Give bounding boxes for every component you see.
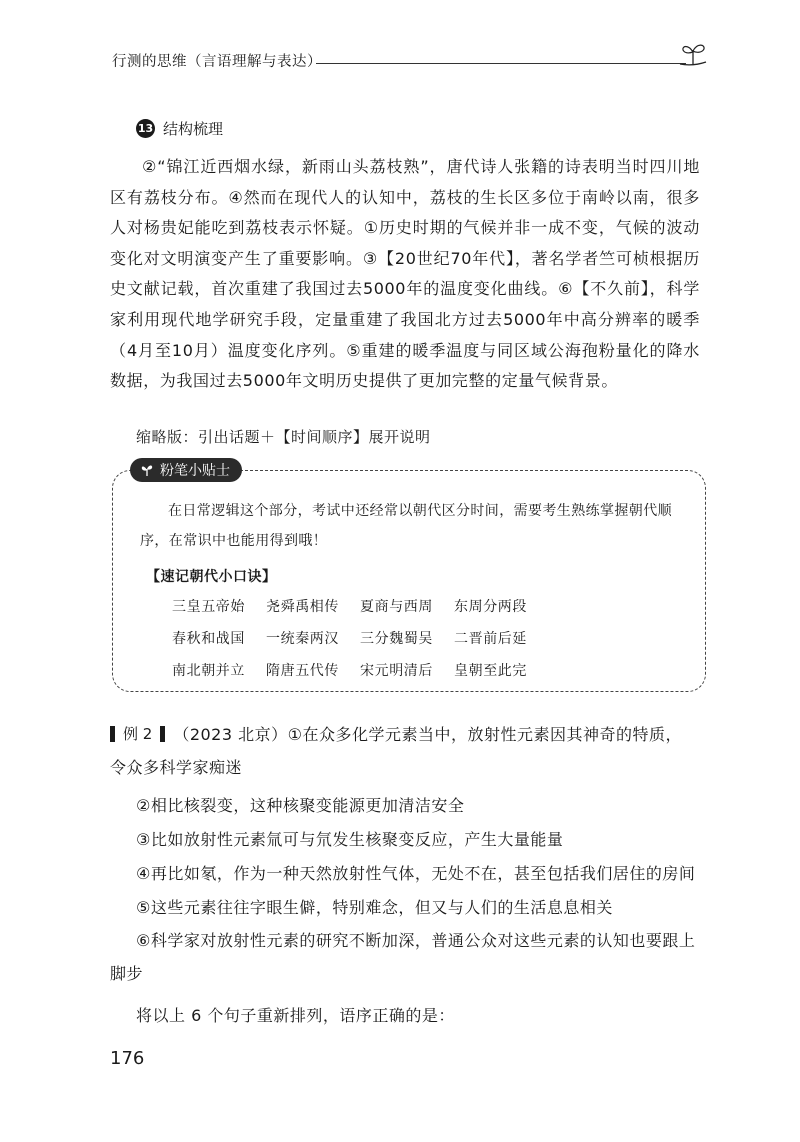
tip-subtitle: 【速记朝代小口诀】 — [146, 569, 277, 585]
tip-text: 在日常逻辑这个部分，考试中还经常以朝代区分时间，需要考生熟练掌握朝代顺序，在常识中也能用得到哦！ — [140, 503, 672, 549]
mnemonic-item: 宋元明清后 — [360, 663, 433, 679]
mnemonic-row — [172, 628, 548, 648]
question-tail: 令众多科学家痴迷 — [110, 758, 243, 777]
sentence-option: ②相比核裂变，这种核聚变能源更加清洁安全 — [136, 796, 465, 815]
mnemonic-item: 南北朝并立 — [172, 663, 245, 679]
sprout-icon — [676, 40, 710, 70]
mnemonic-item: 三皇五帝始 — [172, 599, 245, 615]
mnemonic-row — [172, 660, 548, 680]
tip-tab-label: 粉笔小贴士 — [160, 463, 230, 479]
mnemonic-row — [172, 596, 548, 616]
sentence-option: ③比如放射性元素氚可与氘发生核聚变反应，产生大量能量 — [136, 830, 564, 849]
page-number: 176 — [110, 1048, 145, 1069]
mnemonic-item: 二晋前后延 — [454, 631, 527, 647]
question-head: （2023 北京）①在众多化学元素当中，放射性元素因其神奇的特质， — [173, 725, 682, 744]
sprout-icon — [140, 463, 154, 477]
example-question — [110, 722, 682, 745]
running-header-title: 行测的思维（言语理解与表达） — [112, 54, 322, 70]
mnemonic-item: 尧舜禹相传 — [266, 599, 339, 615]
label-bar-left — [110, 726, 115, 742]
header-rule — [316, 63, 686, 64]
section-heading — [136, 118, 223, 139]
mnemonic-item: 三分魏蜀吴 — [360, 631, 433, 647]
mnemonic-item: 春秋和战国 — [172, 631, 245, 647]
mnemonic-item: 皇朝至此完 — [454, 663, 527, 679]
analysis-paragraph: ②“锦江近西烟水绿，新雨山头荔枝熟”，唐代诗人张籍的诗表明当时四川地区有荔枝分布。④然而在现代人的认知中，荔枝的生长区多位于南岭以南，很多人对杨贵妃能吃到荔枝表示怀疑。①历史时期的气候并非一成不变，气候的波动变化对文明演变产生了重要影响。③【20世纪70年代】，著名学者竺可桢根据历史文献记载，首次重建了我国过去5000年的温度变化曲线。⑥【不久前】，科学家利用现代地学研究手段，定量重建了我国北方过去5000年中高分辨率的暖季（4月至10月）温度变化序列。⑤重建的暖季温度与同区域公海孢粉量化的降水数据，为我国过去5000年文明历史提供了更加完整的定量气候背景。 — [110, 157, 700, 391]
mnemonic-item: 东周分两段 — [454, 599, 527, 615]
mnemonic-item: 一统秦两汉 — [266, 631, 339, 647]
sentence-option: ④再比如氡，作为一种天然放射性气体，无处不在，甚至包括我们居住的房间 — [136, 864, 696, 883]
sentence-option: ⑥科学家对放射性元素的研究不断加深，普通公众对这些元素的认知也要跟上脚步 — [110, 931, 696, 983]
section-heading-text: 结构梳理 — [163, 120, 224, 138]
section-number-badge: 13 — [136, 119, 155, 138]
instruction-line: 将以上 6 个句子重新排列，语序正确的是： — [136, 1006, 455, 1025]
example-label: 例 2 — [123, 725, 153, 743]
tip-tab — [130, 458, 242, 482]
sentence-option: ⑤这些元素往往字眼生僻，特别难念，但又与人们的生活息息相关 — [136, 898, 613, 917]
mnemonic-item: 隋唐五代传 — [266, 663, 339, 679]
summary-line: 缩略版：引出话题＋【时间顺序】展开说明 — [136, 428, 431, 446]
mnemonic-item: 夏商与西周 — [360, 599, 433, 615]
label-bar-right — [160, 726, 165, 742]
